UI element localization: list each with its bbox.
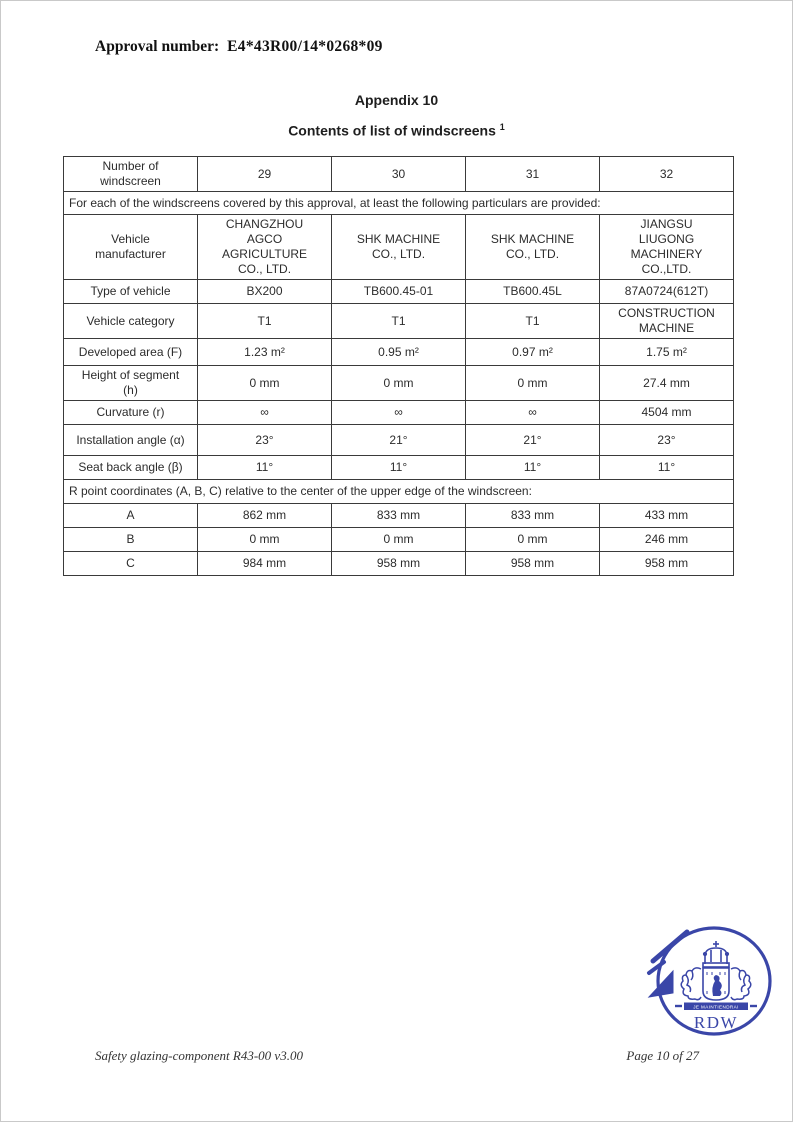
cell: 11° <box>198 456 332 480</box>
table-row-type <box>64 280 734 304</box>
table-row-coord-a <box>64 504 734 528</box>
cell: 27.4 mm <box>600 366 734 401</box>
row-label: Seat back angle (β) <box>64 456 198 480</box>
cell: ∞ <box>198 401 332 425</box>
cell: 11° <box>600 456 734 480</box>
cell: 0 mm <box>466 366 600 401</box>
row-label: Height of segment (h) <box>64 366 198 401</box>
cell: 1.75 m² <box>600 339 734 366</box>
appendix-title: Appendix 10 <box>354 92 439 108</box>
footer-document-version: Safety glazing-component R43-00 v3.00 <box>95 1048 303 1063</box>
table-row-installation-angle <box>64 425 734 456</box>
cell: T1 <box>198 304 332 339</box>
table-row-seat-back-angle <box>64 456 734 480</box>
rpoint-note: R point coordinates (A, B, C) relative to the center of the upper edge of the windscreen: <box>64 480 734 504</box>
cell: 0 mm <box>466 528 600 552</box>
cell: 4504 mm <box>600 401 734 425</box>
cell: 0.97 m² <box>466 339 600 366</box>
approval-number-line <box>95 38 383 56</box>
row-label: Vehicle manufacturer <box>64 215 198 280</box>
cell: 833 mm <box>332 504 466 528</box>
cell: T1 <box>466 304 600 339</box>
row-label: C <box>64 552 198 576</box>
table-row-rpoint-note <box>64 480 734 504</box>
windscreen-table <box>63 156 734 576</box>
cell: ∞ <box>332 401 466 425</box>
row-label: A <box>64 504 198 528</box>
cell: 21° <box>466 425 600 456</box>
table-row-manufacturer <box>64 215 734 280</box>
particulars-note: For each of the windscreens covered by this approval, at least the following particulars are provided: <box>64 192 734 215</box>
row-label: Type of vehicle <box>64 280 198 304</box>
cell: SHK MACHINE CO., LTD. <box>332 215 466 280</box>
cell: 0 mm <box>198 366 332 401</box>
cell: BX200 <box>198 280 332 304</box>
cell: 246 mm <box>600 528 734 552</box>
contents-title: Contents of list of windscreens $^1$ <box>288 122 505 139</box>
table-row-note <box>64 192 734 215</box>
row-label: Developed area (F) <box>64 339 198 366</box>
table-row-coord-b <box>64 528 734 552</box>
cell: T1 <box>332 304 466 339</box>
cell: 0 mm <box>332 366 466 401</box>
windscreen-number-30: 30 <box>332 157 466 192</box>
cell: 958 mm <box>466 552 600 576</box>
cell: 23° <box>198 425 332 456</box>
cell: 833 mm <box>466 504 600 528</box>
row-label: Vehicle category <box>64 304 198 339</box>
cell: 11° <box>466 456 600 480</box>
footnote-marker: 1 <box>499 122 505 132</box>
cell: JIANGSU LIUGONG MACHINERY CO.,LTD. <box>600 215 734 280</box>
cell: 862 mm <box>198 504 332 528</box>
table-row-header <box>64 157 734 192</box>
row-label: Installation angle (α) <box>64 425 198 456</box>
row-label: B <box>64 528 198 552</box>
windscreen-number-31: 31 <box>466 157 600 192</box>
cell: 23° <box>600 425 734 456</box>
windscreen-number-29: 29 <box>198 157 332 192</box>
cell: 11° <box>332 456 466 480</box>
approval-label: Approval number: <box>95 38 220 55</box>
cell: CHANGZHOU AGCO AGRICULTURE CO., LTD. <box>198 215 332 280</box>
table-row-segment-height <box>64 366 734 401</box>
header-label-cell: Number of windscreen <box>64 157 198 192</box>
cell: 984 mm <box>198 552 332 576</box>
table-row-coord-c <box>64 552 734 576</box>
stamp-motto: JE MAINTIENDRAI <box>693 1004 739 1010</box>
footer-page-number: Page 10 of 27 <box>626 1048 699 1063</box>
table-row-developed-area <box>64 339 734 366</box>
rdw-stamp-icon <box>637 917 779 1043</box>
table-row-curvature <box>64 401 734 425</box>
cell: 1.23 m² <box>198 339 332 366</box>
cell: 958 mm <box>332 552 466 576</box>
cell: TB600.45-01 <box>332 280 466 304</box>
cell: SHK MACHINE CO., LTD. <box>466 215 600 280</box>
approval-number: E4*43R00/14*0268*09 <box>227 38 383 55</box>
row-label: Curvature (r) <box>64 401 198 425</box>
cell: 21° <box>332 425 466 456</box>
stamp-org-label: RDW <box>693 1013 739 1032</box>
cell: 0.95 m² <box>332 339 466 366</box>
cell: 0 mm <box>332 528 466 552</box>
cell: 433 mm <box>600 504 734 528</box>
cell: 87A0724(612T) <box>600 280 734 304</box>
cell: ∞ <box>466 401 600 425</box>
cell: TB600.45L <box>466 280 600 304</box>
table-row-category <box>64 304 734 339</box>
cell: 0 mm <box>198 528 332 552</box>
cell: CONSTRUCTION MACHINE <box>600 304 734 339</box>
cell: 958 mm <box>600 552 734 576</box>
windscreen-number-32: 32 <box>600 157 734 192</box>
